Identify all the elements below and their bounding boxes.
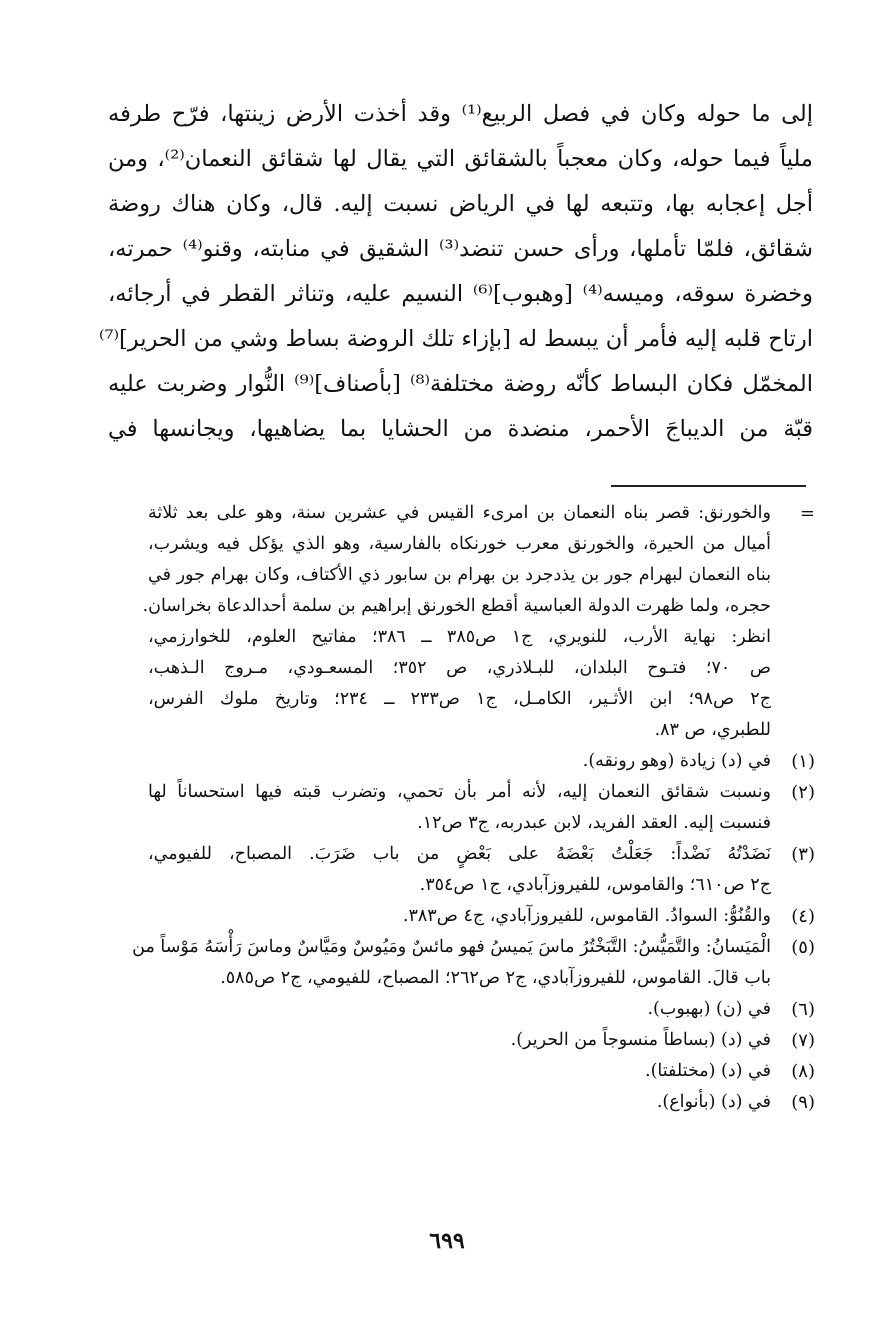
footnotes: [132, 498, 815, 1118]
footnote-line: ج٢ ص٦١٠؛ والقاموس، للفيروزآبادي، ج١ ص٣٥٤.: [419, 875, 771, 895]
footnote-line: للطبري، ص ٨٣.: [654, 720, 771, 740]
footnote-line: أميال من الحيرة، والخورنق معرب خورنكاه بالفارسية، وهو الذي يؤكل فيه ويشرب،: [148, 534, 771, 554]
footnote-line: فنسبت إليه. العقد الفريد، لابن عبدربه، ج٣ ص١٢.: [417, 813, 771, 833]
footnote-marker: (٣): [791, 844, 815, 865]
footnote-line: في (د) (بأنواع).: [656, 1092, 771, 1112]
footnote-line: في (د) (بساطاً منسوجاً من الحرير).: [510, 1030, 771, 1050]
footnote-marker: (٦): [791, 999, 815, 1020]
footnote-line: انظر: نهاية الأرب، للنويري، ج١ ص٣٨٥ ــ ٣٨٦؛ مفاتيح العلوم، للخوارزمي،: [148, 627, 771, 647]
footnote-marker: (١): [791, 751, 815, 772]
footnote-2: [148, 777, 813, 839]
main-text-line: إلى ما حوله وكان في فصل الربيع⁽¹⁾ وقد أخذت الأرض زينتها، فرّح طرفه: [108, 101, 813, 127]
footnote-continued: [142, 498, 815, 746]
footnote-6: [148, 994, 813, 1025]
main-text-line: ارتاح قلبه إليه فأمر أن يبسط له [بإزاء تلك الروضة بساط وشي من الحرير]⁽⁷⁾: [98, 326, 813, 352]
main-text: [98, 92, 814, 452]
footnote-line: نَضَدْتُهُ نَضْداً: جَعَلْتُ بَعْضَهُ على بَعْضٍ من باب ضَرَبَ. المصباح، للفيومي،: [148, 844, 771, 864]
main-text-line: وخضرة سوقه، وميسه⁽⁴⁾ [وهبوب]⁽⁶⁾ النسيم عليه، وتناثر القطر في أرجائه،: [108, 281, 814, 307]
footnote-9: [148, 1087, 813, 1118]
footnote-line: في (د) زيادة (وهو رونقه).: [582, 751, 771, 771]
footnote-marker: (٩): [791, 1092, 815, 1113]
footnote-7: [148, 1025, 813, 1056]
footnote-4: [148, 901, 813, 932]
main-text-line: ملياً فيما حوله، وكان معجباً بالشقائق التي يقال لها شقائق النعمان⁽²⁾، ومن: [108, 146, 813, 172]
footnote-line: حجره، ولما ظهرت الدولة العباسية أقطع الخورنق إبراهيم بن سلمة أحدالدعاة بخراسان.: [142, 596, 771, 616]
footnote-marker: (٤): [791, 906, 815, 927]
main-text-line: شقائق، فلمّا تأملها، ورأى حسن تنضد⁽³⁾ الشقيق في منابته، وقنو⁽⁴⁾ حمرته،: [108, 236, 813, 262]
main-text-line: قبّة من الديباجَ الأحمر، منضدة من الحشايا بما يضاهيها، ويجانسها في: [108, 416, 813, 442]
footnote-line: في (ن) (بهبوب).: [647, 999, 771, 1019]
footnote-divider: [611, 485, 806, 487]
footnote-marker: (٥): [791, 937, 815, 958]
footnote-line: ونسبت شقائق النعمان إليه، لأنه أمر بأن تحمي، وتضرب قبته فيها استحساناً لها: [148, 782, 771, 802]
footnote-marker: =: [799, 503, 815, 524]
footnote-8: [148, 1056, 813, 1087]
footnote-line: ج٢ ص٩٨؛ ابن الأثـير، الكامـل، ج١ ص٢٣٣ ــ ٢٣٤؛ وتاريخ ملوك الفرس،: [148, 689, 771, 709]
footnote-line: بناه النعمان لبهرام جور بن يذدجرد بن بهرام بن سابور ذي الأكتاف، وكان بهرام جور في: [148, 565, 771, 585]
main-text-line: أجل إعجابه بها، وتتبعه لها في الرياض نسبت إليه. قال، وكان هناك روضة: [108, 191, 813, 217]
page-number: ٦٩٩: [429, 1228, 465, 1254]
footnote-line: ص ٧٠؛ فتـوح البلدان، للبـلاذري، ص ٣٥٢؛ المسعـودي، مـروج الـذهب،: [148, 658, 771, 678]
footnote-marker: (٧): [791, 1030, 815, 1051]
footnote-5: [132, 932, 815, 994]
footnote-line: في (د) (مختلفتا).: [645, 1061, 771, 1081]
footnote-line: باب قالَ. القاموس، للفيروزآبادي، ج٢ ص٢٦٢؛ المصباح، للفيومي، ج٢ ص٥٨٥.: [220, 968, 771, 988]
main-text-line: المخمّل فكان البساط كأنّه روضة مختلفة⁽⁸⁾ [بأصناف]⁽⁹⁾ النُّوار وضربت عليه: [108, 371, 814, 397]
footnote-3: [148, 839, 813, 901]
footnote-marker: (٨): [791, 1061, 815, 1082]
footnote-line: الْمَيَسانُ: والتَّمَيُّسُ: التَّبَخْتُرُ ماسَ يَميسُ فهو مائسٌ ومَيُوسٌ ومَيَّاسٌ وماسَ رَأْسَهُ مَوْساً من: [132, 937, 771, 957]
footnote-line: والخورنق: قصر بناه النعمان بن امرىء القيس في عشرين سنة، وهو على بعد ثلاثة: [148, 503, 771, 523]
footnote-marker: (٢): [791, 782, 815, 803]
footnote-1: [148, 746, 813, 777]
footnote-line: والقُنُوُّ: السوادُ. القاموس، للفيروزآبادي، ج٤ ص٣٨٣.: [402, 906, 771, 926]
